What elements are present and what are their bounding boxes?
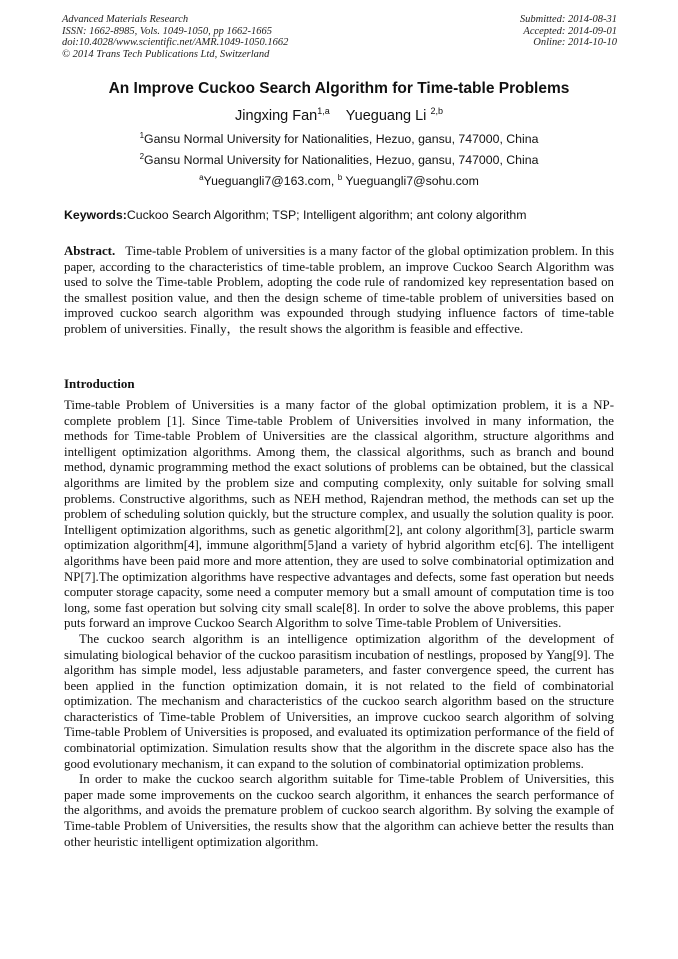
- doi-line: doi:10.4028/www.scientific.net/AMR.1049-1050.1662: [62, 37, 289, 49]
- keywords-label: Keywords:: [64, 208, 127, 222]
- affiliation-text: Gansu Normal University for Nationalities, Hezuo, gansu, 747000, China: [144, 153, 539, 167]
- author-sup: 1,a: [317, 106, 330, 116]
- journal-info: [62, 14, 402, 60]
- email-b: Yueguangli7@sohu.com: [342, 174, 479, 188]
- affiliation-text: Gansu Normal University for Nationalities, Hezuo, gansu, 747000, China: [144, 132, 539, 146]
- submitted-date: Submitted: 2014-08-31: [519, 14, 617, 25]
- author-name: Jingxing Fan: [235, 108, 318, 124]
- author-name: Yueguang Li: [345, 108, 431, 124]
- abstract: [64, 244, 614, 338]
- publication-dates: [417, 14, 617, 49]
- affiliation-2: [0, 152, 678, 167]
- author-sup: 2,b: [430, 106, 443, 116]
- author-emails: [0, 173, 678, 188]
- section-heading-introduction: Introduction: [64, 376, 135, 391]
- affiliation-1: [0, 131, 678, 146]
- email-a: Yueguangli7@163.com,: [203, 174, 338, 188]
- paper-title: An Improve Cuckoo Search Algorithm for Time-table Problems: [108, 80, 570, 97]
- copyright-line: © 2014 Trans Tech Publications Ltd, Switzerland: [62, 48, 270, 60]
- paragraph: The cuckoo search algorithm is an intelligence optimization algorithm of the development of simulating biological behavior of the cuckoo parasitism incubation of nestlings, proposed by Yang[9]. The algorithm has simple model, less adjustable parameters, and faster convergence speed, the current has been applied in the function optimization domain, it is not related to the field of combinatorial optimization. The mechanism and characteristics of the cuckoo search algorithm based on the structure characteristics of Time-table Problem of Universities, an improve cuckoo search algorithm of solving Time-table Problem of Universities is proposed, and evaluated its optimization performance of the field of combinatorial optimization. Simulation results show that the algorithm in the discrete space also has the good evolutionary mechanism, it can expand to the solution of combinatorial optimization problems.: [64, 631, 614, 771]
- journal-name: Advanced Materials Research: [62, 14, 189, 25]
- introduction-body: [64, 398, 614, 850]
- issn-line: ISSN: 1662-8985, Vols. 1049-1050, pp 1662-1665: [62, 25, 272, 37]
- paragraph: Time-table Problem of Universities is a many factor of the global optimization problem, it is a NP-complete problem [1]. Since Time-table Problem of Universities involved in many information, the methods for Time-table Problem of Universities are the classical algorithm, structure algorithms and intelligent optimization algorithms. Among them, the classical algorithms, such as branch and bound method, dynamic programming method the exact solutions of problems can be obtained, but the classical algorithms are limited by the problem size and computing complexity, only suitable for solving small problems. Constructive algorithms, such as NEH method, Rajendran method, the methods can set up the problem of scheduling solution quickly, but the structure complex, and usually the solution quality is poor. Intelligent optimization algorithms, such as genetic algorithm[2], ant colony algorithm[3], particle swarm optimization algorithm[4], immune algorithm[5]and a variety of hybrid algorithm etc[6]. The intelligent algorithms have been paid more and more attention, they are used to solve combinatorial optimization and NP[7].The optimization algorithms have respective advantages and defects, some fast operation but needs computer storage capacity, some need a computer memory but a small amount of computation time is too long, some fast operation but solving city small scale[8]. In order to solve the above problems, this paper puts forward an improve Cuckoo Search Algorithm to solve Time-table Problem of Universities.: [64, 398, 614, 631]
- email-sup: a: [199, 173, 204, 182]
- keywords: [64, 208, 624, 222]
- online-date: Online: 2014-10-10: [533, 37, 617, 49]
- keywords-text: Cuckoo Search Algorithm; TSP; Intelligent algorithm; ant colony algorithm: [126, 208, 527, 222]
- accepted-date: Accepted: 2014-09-01: [523, 25, 617, 37]
- email-sup: b: [337, 173, 343, 182]
- abstract-label: Abstract.: [64, 244, 116, 258]
- affiliation-sup: 2: [139, 152, 145, 161]
- abstract-text: Time-table Problem of universities is a many factor of the global optimization problem. In this paper, according to the characteristics of time-table problem, an improve Cuckoo Search Algorithm was used to solve the Time-table Problem, adopting the code rule of randomized key representation based on the smallest position value, and then the design scheme of time-table problem of universities based on improved cuckoo search algorithm was expounded through studying influence factors of time-table problem of universities. Finally，the result shows the algorithm is feasible and effective.: [64, 244, 614, 336]
- affiliation-sup: 1: [139, 131, 145, 140]
- paragraph: In order to make the cuckoo search algorithm suitable for Time-table Problem of Universities, this paper made some improvements on the cuckoo search algorithm, it enhances the search performance of the algorithms, and avoids the premature problem of cuckoo search algorithm. By solving the example of Time-table Problem of Universities, the results show that the algorithm can achieve better the results than other heuristic intelligent optimization algorithm.: [64, 772, 614, 849]
- author-list: [0, 106, 678, 124]
